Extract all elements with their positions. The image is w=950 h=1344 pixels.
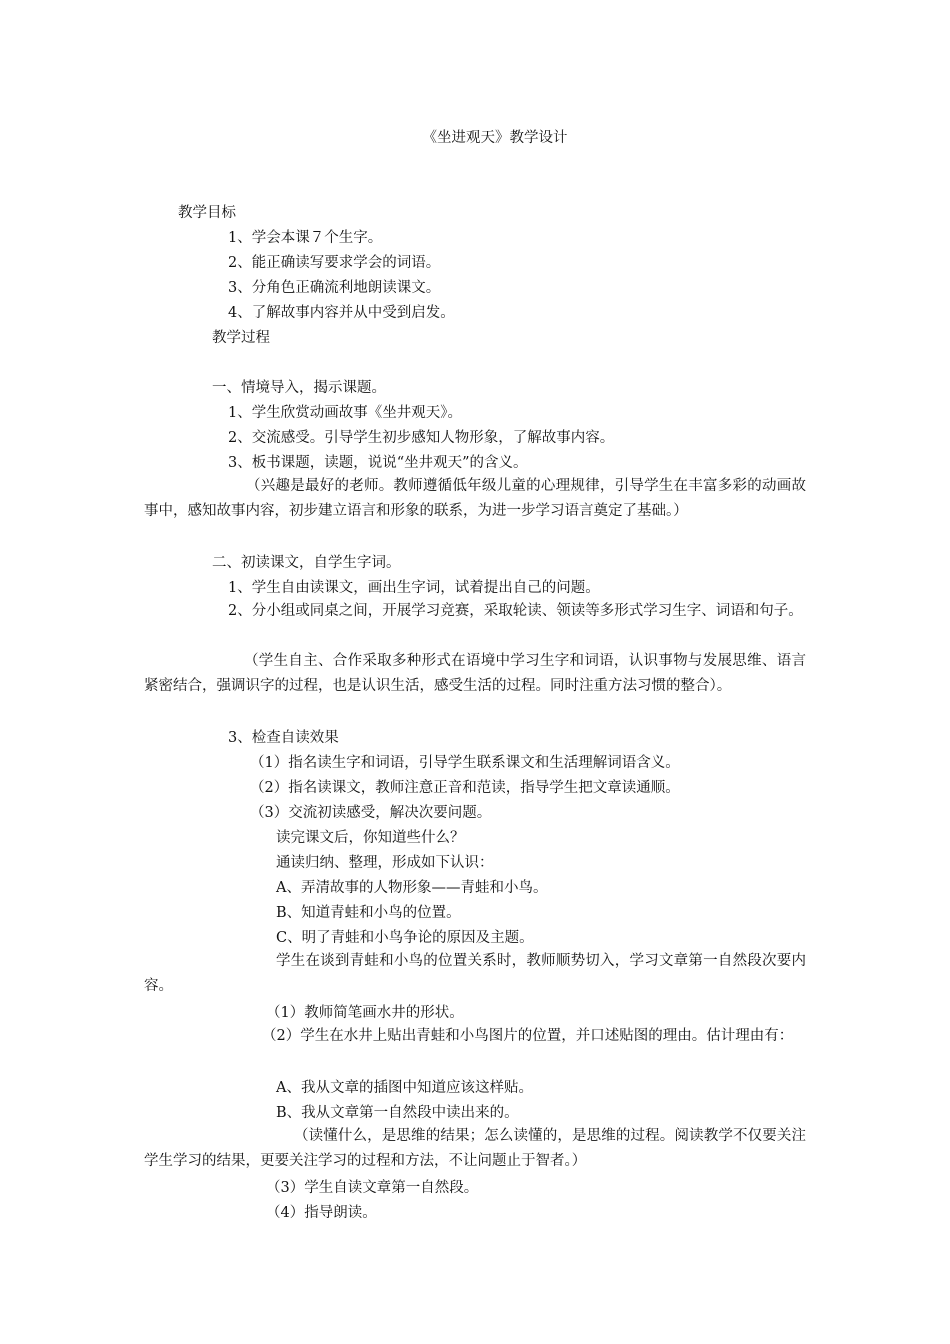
section1-item: 3、板书课题，读题，说说“坐井观天”的含义。: [228, 455, 528, 471]
check-step: （1）指名读生字和词语，引导学生联系课文和生活理解词语含义。: [250, 755, 680, 771]
reason-item: A、我从文章的插图中知道应该这样贴。: [276, 1080, 533, 1096]
activity-step: （4）指导朗读。: [266, 1205, 377, 1221]
process-heading: 教学过程: [212, 330, 270, 346]
summary-point: A、弄清故事的人物形象——青蛙和小鸟。: [276, 880, 548, 896]
transition-paragraph: 学生在谈到青蛙和小鸟的位置关系时，教师顺势切入，学习文章第一自然段次要内容。: [144, 953, 806, 994]
summary-point: C、明了青蛙和小鸟争论的原因及主题。: [276, 930, 534, 946]
goals-heading: 教学目标: [178, 205, 236, 221]
goal-item: 2、能正确读写要求学会的词语。: [228, 255, 441, 271]
check-step: （3）交流初读感受，解决次要问题。: [250, 805, 492, 821]
section2-item1: 1、学生自由读课文，画出生字词，试着提出自己的问题。: [228, 580, 600, 596]
check-step: （2）指名读课文，教师注意正音和范读，指导学生把文章读通顺。: [250, 780, 680, 796]
section1-heading: 一、情境导入，揭示课题。: [212, 380, 386, 396]
activity-step: （1）教师简笔画水井的形状。: [266, 1005, 464, 1021]
document-title: 《坐进观天》教学设计: [422, 130, 568, 146]
section1-note: （兴趣是最好的老师。教师遵循低年级儿童的心理规律，引导学生在丰富多彩的动画故事中，感知故事内容，初步建立语言和形象的联系，为进一步学习语言奠定了基础。）: [144, 478, 806, 519]
goal-item: 3、分角色正确流利地朗读课文。: [228, 280, 441, 296]
section1-item: 1、学生欣赏动画故事《坐井观天》。: [228, 405, 462, 421]
goal-item: 4、了解故事内容并从中受到启发。: [228, 305, 455, 321]
section2-item3: 3、检查自读效果: [228, 730, 339, 746]
goal-item: 1、学会本课７个生字。: [228, 230, 383, 246]
summary-line: 通读归纳、整理，形成如下认识：: [276, 855, 494, 871]
section2-note: （学生自主、合作采取多种形式在语境中学习生字和词语，认识事物与发展思维、语言紧密结合，强调识字的过程，也是认识生活，感受生活的过程。同时注重方法习惯的整合）。: [144, 653, 806, 694]
activity-step: （2）学生在水井上贴出青蛙和小鸟图片的位置，并口述贴图的理由。估计理由有：: [262, 1028, 794, 1044]
section2-item2: 2、分小组或同桌之间，开展学习竞赛，采取轮读、领读等多形式学习生字、词语和句子。: [228, 603, 803, 619]
activity-step: （3）学生自读文章第一自然段。: [266, 1180, 479, 1196]
reason-item: B、我从文章第一自然段中读出来的。: [276, 1105, 519, 1121]
section2-note2: （读懂什么，是思维的结果；怎么读懂的，是思维的过程。阅读教学不仅要关注学生学习的结果，更要关注学习的过程和方法，不让问题止于智者。）: [144, 1128, 806, 1169]
question-line: 读完课文后，你知道些什么？: [276, 830, 465, 846]
summary-point: B、知道青蛙和小鸟的位置。: [276, 905, 461, 921]
section2-heading: 二、初读课文，自学生字词。: [212, 555, 401, 571]
section1-item: 2、交流感受。引导学生初步感知人物形象，了解故事内容。: [228, 430, 615, 446]
